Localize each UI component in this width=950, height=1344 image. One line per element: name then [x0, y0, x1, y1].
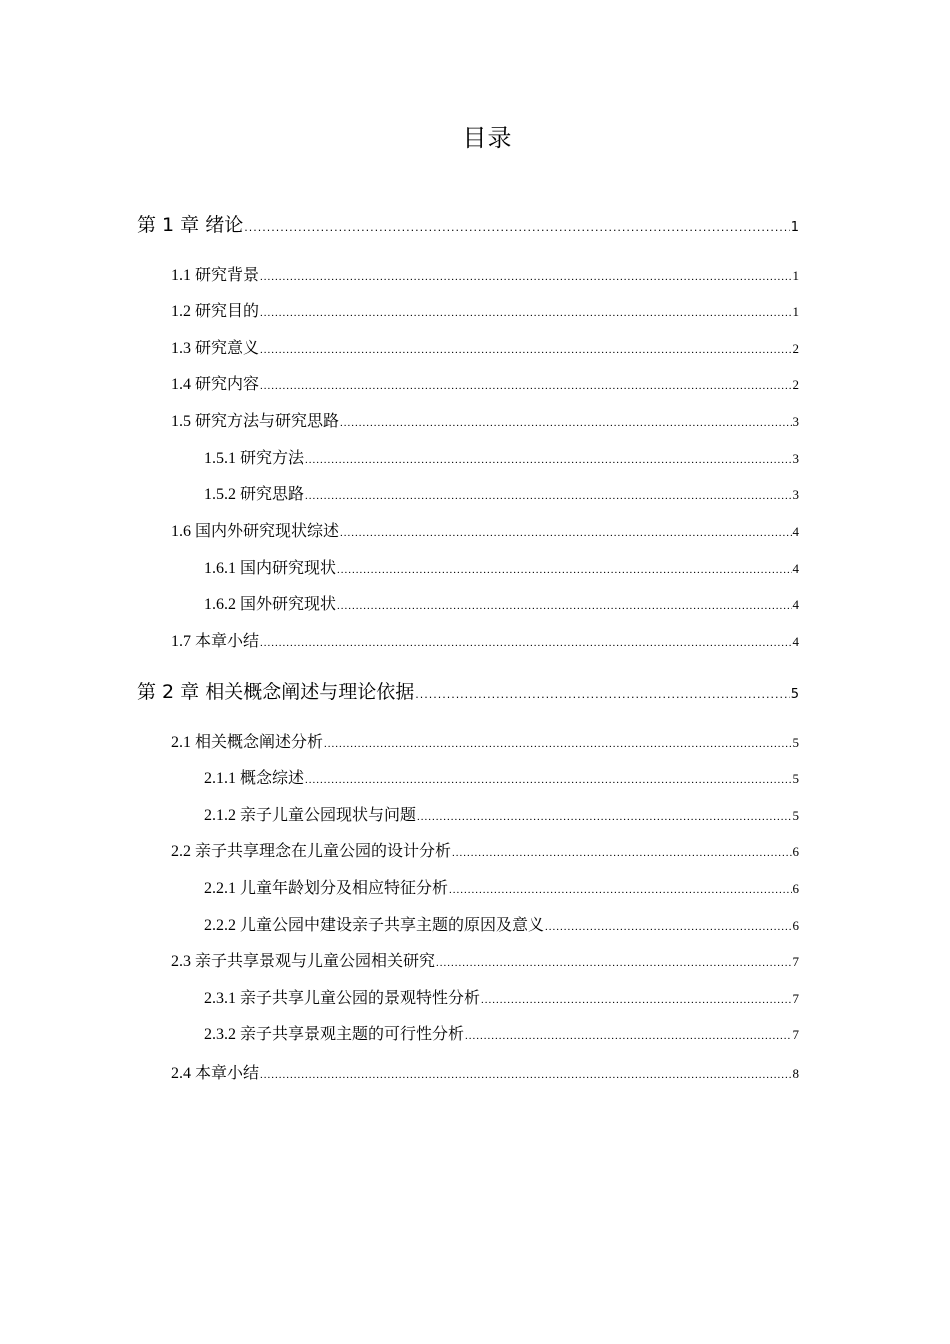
- toc-entry-label: 1.2 研究目的: [171, 303, 260, 320]
- toc-entry-chapter-2[interactable]: [137, 678, 799, 706]
- toc-entry-1-7[interactable]: [171, 628, 799, 656]
- toc-entry-label: 1.6.1 国内研究现状: [204, 560, 337, 577]
- toc-entry-label: 1.1 研究背景: [171, 267, 260, 284]
- toc-entry-page: 6: [792, 881, 799, 896]
- toc-entry-label: 2.2 亲子共享理念在儿童公园的设计分析: [171, 843, 452, 860]
- toc-entry-1-5[interactable]: [171, 408, 799, 436]
- toc-entry-page: 1: [790, 220, 799, 235]
- toc-entry-page: 4: [792, 597, 799, 612]
- toc-entry-label: 2.2.1 儿童年龄划分及相应特征分析: [204, 880, 449, 897]
- toc-entry-label: 2.1 相关概念阐述分析: [171, 734, 324, 751]
- dot-leader: [545, 913, 791, 941]
- toc-entry-2-1-2[interactable]: [204, 802, 799, 830]
- dot-leader: [449, 876, 791, 904]
- toc-entry-label: 1.4 研究内容: [171, 376, 260, 393]
- dot-leader: [260, 299, 791, 327]
- toc-entry-page: 2: [792, 377, 799, 392]
- toc-entry-1-2[interactable]: [171, 298, 799, 326]
- toc-entry-label: 2.3 亲子共享景观与儿童公园相关研究: [171, 953, 436, 970]
- toc-entry-page: 1: [792, 268, 799, 283]
- toc-entry-1-6[interactable]: [171, 518, 799, 546]
- toc-entry-label: 1.5.2 研究思路: [204, 486, 305, 503]
- dot-leader: [305, 482, 791, 510]
- toc-entry-page: 4: [792, 561, 799, 576]
- toc-entry-2-1[interactable]: [171, 729, 799, 757]
- toc-entry-page: 3: [792, 487, 799, 502]
- toc-entry-page: 6: [792, 844, 799, 859]
- dot-leader: [324, 730, 791, 758]
- toc-entry-2-2-1[interactable]: [204, 875, 799, 903]
- toc-entry-1-6-1[interactable]: [204, 555, 799, 583]
- toc-entry-page: 3: [792, 451, 799, 466]
- toc-entry-label: 1.6.2 国外研究现状: [204, 596, 337, 613]
- dot-leader: [244, 214, 790, 242]
- toc-entry-page: 7: [792, 1027, 799, 1042]
- dot-leader: [260, 336, 791, 364]
- toc-entry-1-5-1[interactable]: [204, 445, 799, 473]
- toc-entry-page: 7: [792, 954, 799, 969]
- toc-entry-2-2-2[interactable]: [204, 912, 799, 940]
- toc-entry-page: 6: [792, 918, 799, 933]
- toc-entry-2-3[interactable]: [171, 948, 799, 976]
- toc-entry-label: 第 2 章 相关概念阐述与理论依据: [137, 681, 415, 703]
- toc-entry-page: 1: [792, 304, 799, 319]
- dot-leader: [260, 1061, 791, 1089]
- toc-entry-2-3-1[interactable]: [204, 985, 799, 1013]
- toc-entry-1-6-2[interactable]: [204, 591, 799, 619]
- toc-entry-label: 2.3.1 亲子共享儿童公园的景观特性分析: [204, 990, 481, 1007]
- toc-entry-label: 1.3 研究意义: [171, 340, 260, 357]
- toc-entry-1-3[interactable]: [171, 335, 799, 363]
- toc-entry-label: 1.5.1 研究方法: [204, 450, 305, 467]
- toc-entry-page: 8: [792, 1066, 799, 1081]
- toc-entry-1-4[interactable]: [171, 371, 799, 399]
- toc-entry-label: 2.4 本章小结: [171, 1065, 260, 1082]
- toc-entry-page: 4: [792, 524, 799, 539]
- dot-leader: [452, 839, 791, 867]
- toc-entry-2-2[interactable]: [171, 838, 799, 866]
- toc-entry-label: 1.6 国内外研究现状综述: [171, 523, 340, 540]
- toc-entry-page: 5: [792, 771, 799, 786]
- dot-leader: [305, 446, 791, 474]
- dot-leader: [436, 949, 791, 977]
- toc-entry-page: 5: [792, 735, 799, 750]
- toc-entry-page: 4: [792, 634, 799, 649]
- dot-leader: [260, 263, 791, 291]
- toc-entry-page: 3: [792, 414, 799, 429]
- toc-entry-label: 1.7 本章小结: [171, 633, 260, 650]
- toc-entry-2-4[interactable]: [171, 1060, 799, 1088]
- toc-entry-page: 7: [792, 991, 799, 1006]
- toc-entry-page: 5: [790, 687, 799, 702]
- dot-leader: [465, 1022, 791, 1050]
- toc-entry-label: 2.1.1 概念综述: [204, 770, 305, 787]
- toc-entry-chapter-1[interactable]: [137, 211, 799, 239]
- dot-leader: [337, 592, 791, 620]
- dot-leader: [260, 372, 791, 400]
- dot-leader: [260, 629, 791, 657]
- dot-leader: [305, 766, 791, 794]
- toc-entry-2-1-1[interactable]: [204, 765, 799, 793]
- toc-entry-page: 5: [792, 808, 799, 823]
- toc-entry-label: 2.1.2 亲子儿童公园现状与问题: [204, 807, 417, 824]
- dot-leader: [417, 803, 791, 831]
- dot-leader: [340, 519, 791, 547]
- toc-entry-label: 第 1 章 绪论: [137, 214, 244, 236]
- toc-entry-2-3-2[interactable]: [204, 1021, 799, 1049]
- toc-entry-label: 1.5 研究方法与研究思路: [171, 413, 340, 430]
- toc-entry-1-5-2[interactable]: [204, 481, 799, 509]
- dot-leader: [337, 556, 791, 584]
- toc-entry-page: 2: [792, 341, 799, 356]
- dot-leader: [415, 681, 790, 709]
- dot-leader: [340, 409, 791, 437]
- toc-entry-label: 2.3.2 亲子共享景观主题的可行性分析: [204, 1026, 465, 1043]
- dot-leader: [481, 986, 791, 1014]
- toc-entry-1-1[interactable]: [171, 262, 799, 290]
- toc-title: 目录: [462, 124, 513, 152]
- toc-entry-label: 2.2.2 儿童公园中建设亲子共享主题的原因及意义: [204, 917, 545, 934]
